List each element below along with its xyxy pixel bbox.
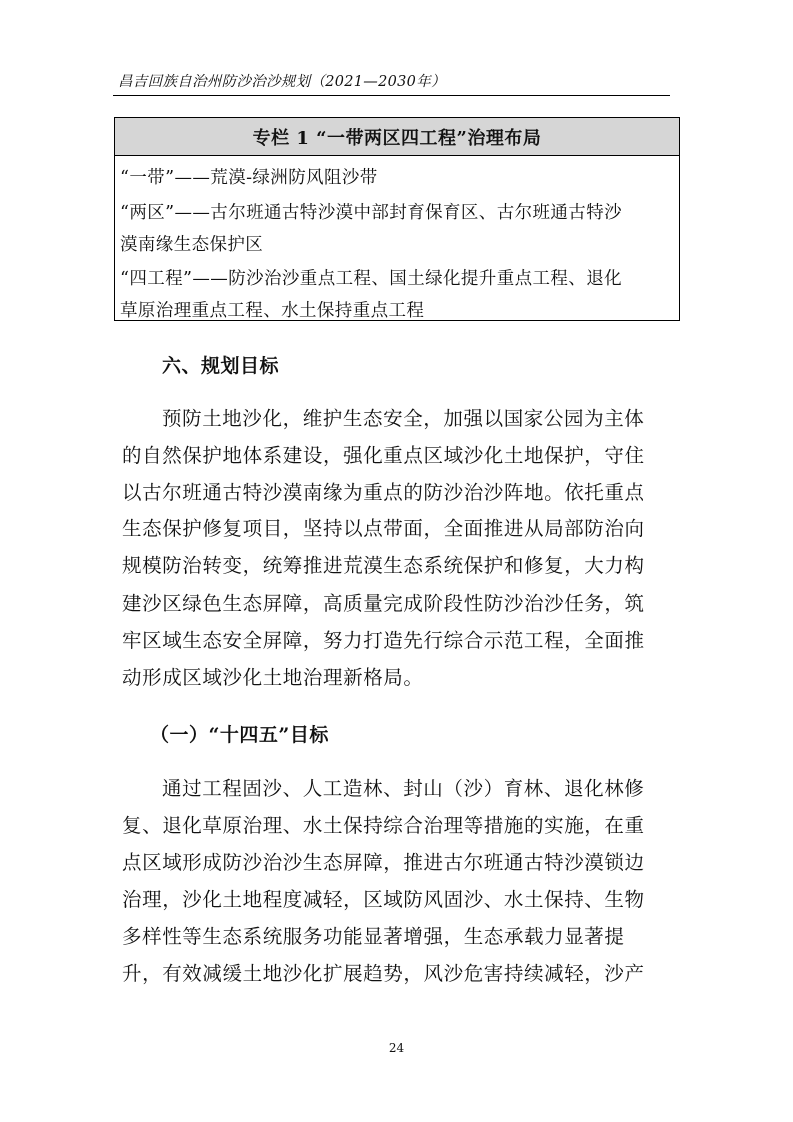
section-heading: 六、规划目标	[162, 355, 280, 377]
paragraph-line: 点区域形成防沙治沙生态屏障，推进古尔班通古特沙漠锁边	[122, 851, 645, 874]
paragraph-line: 动形成区域沙化土地治理新格局。	[122, 666, 424, 689]
paragraph-line: 以古尔班通古特沙漠南缘为重点的防沙治沙阵地。依托重点	[122, 481, 645, 504]
sidebar-box	[114, 117, 680, 321]
paragraph-line: 升，有效减缓土地沙化扩展趋势，风沙危害持续减轻，沙产	[122, 962, 645, 985]
box-line: “两区”——古尔班通古特沙漠中部封育保育区、古尔班通古特沙	[120, 203, 622, 223]
box-line: “一带”——荒漠-绿洲防风阻沙带	[120, 168, 378, 188]
paragraph-line: 生态保护修复项目，坚持以点带面，全面推进从局部防治向	[122, 517, 645, 540]
paragraph-line: 预防土地沙化，维护生态安全，加强以国家公园为主体	[162, 407, 645, 430]
box-line: 漠南缘生态保护区	[120, 235, 264, 255]
paragraph-line: 多样性等生态系统服务功能显著增强，生态承载力显著提	[122, 925, 625, 948]
paragraph-line: 治理，沙化土地程度减轻，区域防风固沙、水土保持、生物	[122, 888, 645, 911]
page-number: 24	[388, 1041, 405, 1055]
paragraph-line: 牢区域生态安全屏障，努力打造先行综合示范工程，全面推	[122, 629, 645, 652]
paragraph-line: 建沙区绿色生态屏障，高质量完成阶段性防沙治沙任务，筑	[122, 592, 645, 615]
paragraph-line: 复、退化草原治理、水土保持综合治理等措施的实施，在重	[122, 814, 645, 837]
running-header: 昌吉回族自治州防沙治沙规划（2021—2030年）	[118, 74, 446, 90]
paragraph-line: 的自然保护地体系建设，强化重点区域沙化土地保护，守住	[122, 444, 645, 467]
subsection-heading: （一）“十四五”目标	[150, 724, 329, 746]
header-divider	[113, 95, 670, 96]
box-line: 草原治理重点工程、水土保持重点工程	[120, 301, 425, 321]
paragraph-line: 规模防治转变，统筹推进荒漠生态系统保护和修复，大力构	[122, 554, 645, 577]
box-title: 专栏 1 “一带两区四工程”治理布局	[115, 118, 679, 156]
box-line: “四工程”——防沙治沙重点工程、国土绿化提升重点工程、退化	[120, 269, 622, 289]
paragraph-line: 通过工程固沙、人工造林、封山（沙）育林、退化林修	[162, 777, 645, 800]
